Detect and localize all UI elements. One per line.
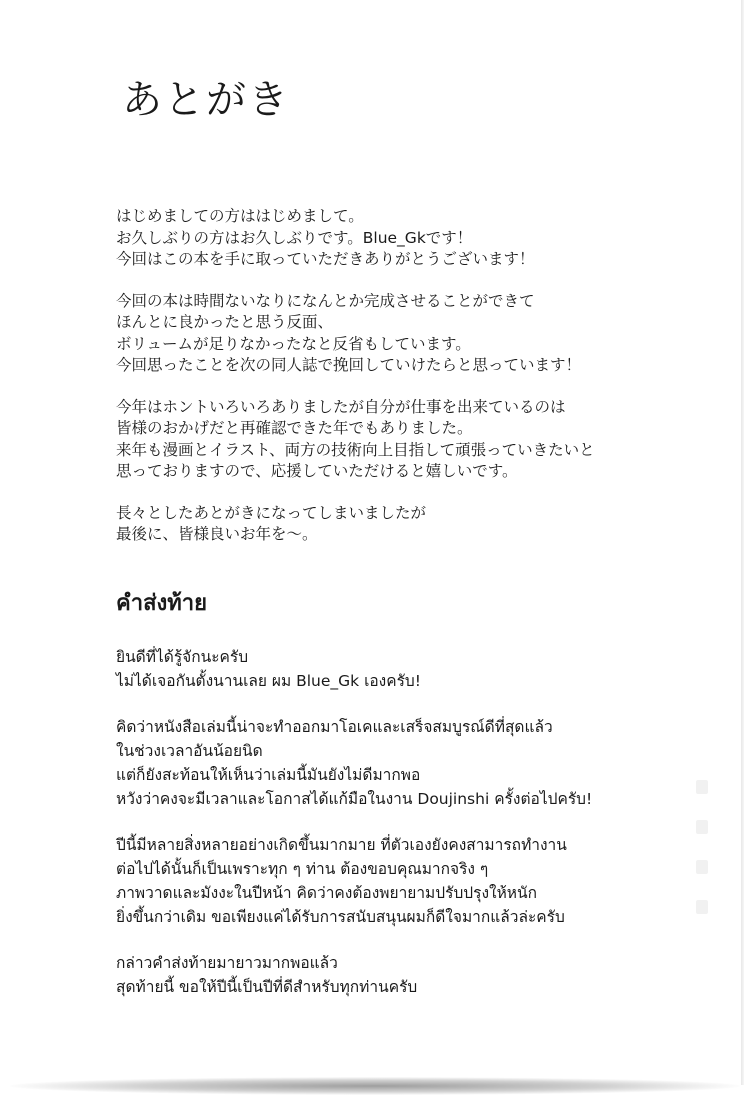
japanese-line: 思っておりますので、応援していただけると嬉しいです。 bbox=[116, 462, 518, 480]
thai-afterword-title: คำส่งท้าย bbox=[116, 591, 207, 616]
japanese-line: 今年はホントいろいろありましたが自分が仕事を出来ているのは bbox=[116, 397, 566, 416]
japanese-line: はじめましての方ははじめまして。 bbox=[116, 207, 364, 225]
japanese-line: 長々としたあとがきになってしまいましたが bbox=[116, 503, 427, 522]
thai-paragraph-3 bbox=[116, 833, 716, 929]
thai-line: หวังว่าคงจะมีเวลาและโอกาสได้แก้มือในงาน Doujinshi ครั้งต่อไปครับ! bbox=[116, 790, 593, 808]
japanese-line: 今回はこの本を手に取っていただきありがとうございます！ bbox=[116, 250, 535, 268]
japanese-line: お久しぶりの方はお久しぶりです。Blue_Gkです！ bbox=[116, 228, 473, 247]
japanese-line: ほんとに良かったと思う反面、 bbox=[116, 313, 334, 331]
thai-line: คิดว่าหนังสือเล่มนี้น่าจะทำออกมาโอเคและเสร็จสมบูรณ์ดีที่สุดแล้ว bbox=[116, 718, 553, 736]
show-through-mark bbox=[696, 900, 708, 914]
show-through-mark bbox=[696, 780, 708, 794]
thai-paragraph-2 bbox=[116, 715, 716, 811]
japanese-afterword-title: あとがき bbox=[122, 77, 290, 123]
thai-paragraph-1 bbox=[116, 645, 716, 693]
japanese-afterword-body bbox=[116, 206, 716, 566]
show-through-mark bbox=[696, 860, 708, 874]
thai-line: สุดท้ายนี้ ขอให้ปีนี้เป็นปีที่ดีสำหรับทุกท่านครับ bbox=[116, 978, 418, 996]
japanese-line: ボリュームが足りなかったなと反省もしています。 bbox=[116, 334, 471, 353]
japanese-line: 皆様のおかげだと再確認できた年でもありました。 bbox=[116, 419, 473, 437]
japanese-line: 来年も漫画とイラスト、両方の技術向上目指して頑張っていきたいと bbox=[116, 440, 595, 459]
thai-line: ต่อไปได้นั้นก็เป็นเพราะทุก ๆ ท่าน ต้องขอบคุณมากจริง ๆ bbox=[116, 860, 489, 878]
japanese-paragraph-4 bbox=[116, 503, 716, 546]
page-drop-shadow bbox=[10, 1077, 740, 1095]
thai-line: ยิ่งขึ้นกว่าเดิม ขอเพียงแค่ได้รับการสนับสนุนผมก็ดีใจมากแล้วล่ะครับ bbox=[116, 908, 565, 926]
japanese-line: 今回の本は時間ないなりになんとか完成させることができて bbox=[116, 291, 535, 310]
thai-paragraph-4 bbox=[116, 951, 716, 999]
thai-line: ภาพวาดและมังงะในปีหน้า คิดว่าคงต้องพยายามปรับปรุงให้หนัก bbox=[116, 884, 537, 902]
thai-line: ปีนี้มีหลายสิ่งหลายอย่างเกิดขึ้นมากมาย ที่ตัวเองยังคงสามารถทำงาน bbox=[116, 836, 567, 854]
thai-line: ในช่วงเวลาอันน้อยนิด bbox=[116, 742, 263, 760]
thai-line: แต่ก็ยังสะท้อนให้เห็นว่าเล่มนี้มันยังไม่ดีมากพอ bbox=[116, 766, 421, 784]
japanese-line: 今回思ったことを次の同人誌で挽回していけたらと思っています！ bbox=[116, 356, 582, 374]
japanese-paragraph-3 bbox=[116, 397, 716, 483]
japanese-paragraph-2 bbox=[116, 291, 716, 377]
japanese-line: 最後に、皆様良いお年を～。 bbox=[116, 525, 318, 543]
japanese-paragraph-1 bbox=[116, 206, 716, 271]
thai-line: ไม่ได้เจอกันตั้งนานเลย ผม Blue_Gk เองครับ! bbox=[116, 672, 421, 690]
thai-line: กล่าวคำส่งท้ายมายาวมากพอแล้ว bbox=[116, 954, 338, 972]
thai-line: ยินดีที่ได้รู้จักนะครับ bbox=[116, 648, 249, 666]
thai-afterword-body bbox=[116, 645, 716, 1021]
page-edge bbox=[741, 0, 744, 1085]
show-through-mark bbox=[696, 820, 708, 834]
